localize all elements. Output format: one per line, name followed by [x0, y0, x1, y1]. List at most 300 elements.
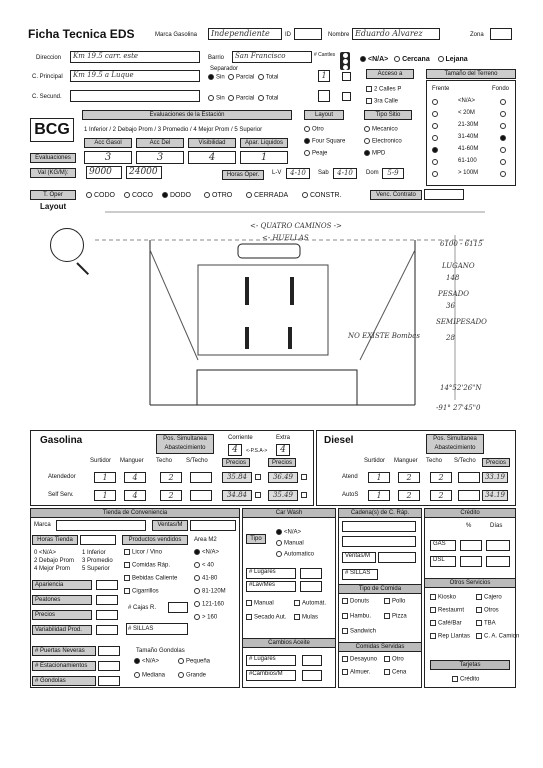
cadena-field-2[interactable]: [342, 536, 416, 547]
layout-option[interactable]: [304, 126, 324, 133]
radio-area-1[interactable]: [194, 562, 200, 568]
radio-area-4[interactable]: [194, 601, 200, 607]
horas-oper-label: Horas Oper.: [222, 170, 264, 180]
radio-oper-0[interactable]: [86, 192, 92, 198]
carwash-check[interactable]: [294, 614, 300, 620]
radio-carwash-0[interactable]: [276, 529, 282, 535]
radio-fondo-4[interactable]: [500, 147, 506, 153]
layout-note: SEMIPESADO: [436, 318, 487, 326]
product-label: Bebidas Caliente: [132, 575, 178, 582]
sab-field[interactable]: 4-10: [333, 168, 357, 179]
tienda-count-field[interactable]: [98, 661, 120, 671]
layout-note: 28: [446, 334, 455, 342]
area-option[interactable]: [194, 575, 217, 582]
sillas-field[interactable]: [126, 623, 188, 635]
gondola-option[interactable]: [134, 672, 165, 679]
radio-layout-1[interactable]: [304, 138, 310, 144]
dsl-value-field[interactable]: 1: [368, 490, 390, 501]
venc-contrato-label: Venc. Contrato: [370, 190, 422, 200]
radio-total-principal[interactable]: [258, 74, 264, 80]
tienda-row-field[interactable]: [96, 595, 118, 605]
area-option[interactable]: [194, 588, 226, 595]
carwash-option-label: Manual: [284, 540, 304, 547]
servida-option[interactable]: [342, 669, 370, 676]
frente-label: Frente: [432, 86, 450, 92]
cambios-field[interactable]: [302, 655, 322, 666]
gondola-label: Grande: [186, 672, 207, 679]
dom-field[interactable]: 5-9: [382, 168, 404, 179]
tipo-comida-header: Tipo de Comida: [338, 584, 422, 594]
cambios-header: Cambios Aceite: [242, 638, 336, 648]
principal-separador-options[interactable]: [208, 74, 278, 81]
product-check[interactable]: [124, 549, 130, 555]
product-option[interactable]: [124, 588, 159, 595]
tienda-row-field[interactable]: [96, 625, 118, 635]
radio-fondo-1[interactable]: [500, 111, 506, 117]
radio-lejana[interactable]: [438, 56, 444, 62]
radio-area-0[interactable]: [194, 549, 200, 555]
gas-price-check[interactable]: [301, 474, 307, 480]
cantles-check-2[interactable]: [342, 92, 351, 101]
radio-fondo-3[interactable]: [500, 135, 506, 141]
eval-value-field[interactable]: 1: [240, 151, 288, 164]
carwash-check-option[interactable]: [294, 600, 326, 607]
radio-na-proximity[interactable]: [360, 56, 366, 62]
gas-price-field[interactable]: 34.84: [222, 490, 252, 501]
comida-label: Pizza: [392, 613, 407, 620]
id-field[interactable]: [294, 28, 322, 40]
radio-sitio-0[interactable]: [364, 126, 370, 132]
gas-value-field[interactable]: 1: [94, 472, 116, 483]
tienda-scale-label: 2 Debajo Prom: [34, 558, 75, 564]
nombre-field[interactable]: Eduardo Alvarez: [352, 28, 440, 40]
gas-value-field[interactable]: 4: [124, 472, 146, 483]
carwash-check[interactable]: [246, 614, 252, 620]
extra-field[interactable]: 4: [276, 444, 290, 456]
na-label: <N/A>: [368, 56, 389, 63]
comida-check[interactable]: [384, 613, 390, 619]
product-label: Licor / Vino: [132, 549, 162, 556]
layout-note: LUGANO: [442, 262, 475, 270]
eval-col-header: Apar. Liquidos: [240, 138, 288, 148]
tienda-marca-field[interactable]: [56, 520, 146, 531]
layout-note: 36: [446, 302, 455, 310]
cambios-label: #Cambios/M: [246, 670, 296, 681]
carwash-count-field[interactable]: [300, 568, 322, 579]
layout-title: Layout: [40, 202, 67, 211]
radio-frente-6[interactable]: [432, 171, 438, 177]
credito-pct-field[interactable]: [460, 556, 482, 567]
radio-oper-2[interactable]: [162, 192, 168, 198]
radio-carwash-1[interactable]: [276, 540, 282, 546]
oper-option-label: COCO: [132, 192, 153, 199]
dsl-value-field[interactable]: 2: [398, 490, 420, 501]
comidas-servidas-header: Comidas Servidas: [338, 642, 422, 652]
carwash-check[interactable]: [246, 600, 252, 606]
servida-check[interactable]: [384, 656, 390, 662]
horas-tienda-field[interactable]: [80, 535, 116, 545]
product-check[interactable]: [124, 575, 130, 581]
gondola-option[interactable]: [178, 672, 206, 679]
tercera-calle-label: 3ra Calle: [374, 98, 399, 105]
radio-carwash-2[interactable]: [276, 551, 282, 557]
carwash-check-option[interactable]: [294, 614, 318, 621]
proximity-options[interactable]: [360, 56, 468, 63]
layout-note: 6100 - 6115: [440, 240, 483, 248]
gas-price-field[interactable]: 35.84: [222, 472, 252, 483]
barrio-label: Barrio: [208, 55, 225, 61]
gas-value-field[interactable]: 1: [94, 490, 116, 501]
eval-col-header: Acc Del: [136, 138, 184, 148]
carwash-check-label: Automát.: [302, 600, 327, 607]
oper-option[interactable]: [246, 192, 288, 199]
dsl-value-field[interactable]: 2: [398, 472, 420, 483]
secund-cantles-field[interactable]: [318, 90, 330, 102]
area-option[interactable]: [194, 601, 224, 608]
gas-value-field[interactable]: 2: [160, 472, 182, 483]
radio-sin-secund[interactable]: [208, 95, 214, 101]
corriente-field[interactable]: 4: [228, 444, 242, 456]
cadena-ventas-label: Ventas/M: [342, 552, 376, 563]
radio-gondola-1[interactable]: [178, 658, 184, 664]
layout-option-label: Peaje: [312, 150, 328, 157]
radio-frente-1[interactable]: [432, 111, 438, 117]
carwash-check[interactable]: [294, 600, 300, 606]
dsl-value-field[interactable]: 2: [430, 472, 452, 483]
servicio-option[interactable]: [476, 607, 499, 614]
tienda-count-field[interactable]: [98, 646, 120, 656]
comida-check[interactable]: [342, 628, 348, 634]
comida-check[interactable]: [384, 598, 390, 604]
sab-label: Sab: [318, 170, 329, 176]
servida-option[interactable]: [384, 656, 404, 663]
eval-col-header: Visibilidad: [188, 138, 236, 148]
eval-col-header: Acc Gasol: [84, 138, 132, 148]
sitio-option[interactable]: [364, 126, 398, 133]
area-option[interactable]: [194, 549, 219, 556]
cadena-field-1[interactable]: [342, 521, 416, 532]
val-field-2[interactable]: 24000: [126, 166, 162, 179]
gas-value-field[interactable]: 4: [124, 490, 146, 501]
lv-field[interactable]: 4-10: [286, 168, 310, 179]
radio-sitio-2[interactable]: [364, 150, 370, 156]
servicio-label: Café/Bar: [438, 620, 462, 627]
radio-fondo-0[interactable]: [500, 99, 506, 105]
servida-check[interactable]: [342, 656, 348, 662]
horas-tienda-label: Horas Tienda: [32, 535, 78, 545]
size-label: 41-60M: [458, 146, 479, 152]
oper-option-label: CONSTR.: [310, 192, 342, 199]
servida-option[interactable]: [342, 656, 377, 663]
product-check[interactable]: [124, 588, 130, 594]
radio-sin-principal[interactable]: [208, 74, 214, 80]
servicio-option[interactable]: [476, 594, 502, 601]
val-field-1[interactable]: 9000: [86, 166, 122, 179]
radio-frente-2[interactable]: [432, 123, 438, 129]
carwash-tipo-label: Tipo: [246, 534, 266, 544]
oper-option-label: CODO: [94, 192, 115, 199]
area-option[interactable]: [194, 562, 214, 569]
oper-option[interactable]: [86, 192, 115, 199]
servicio-option[interactable]: [430, 607, 464, 614]
radio-oper-3[interactable]: [204, 192, 210, 198]
sin-label: Sin: [216, 74, 225, 81]
eval-value-field[interactable]: 3: [84, 151, 132, 164]
radio-layout-2[interactable]: [304, 150, 310, 156]
page-title: Ficha Tecnica EDS: [28, 27, 135, 41]
servicio-option[interactable]: [430, 620, 462, 627]
credito-dias-field[interactable]: [486, 540, 510, 551]
gas-precios-header-2: Precios: [268, 458, 296, 467]
dsl-value-field[interactable]: 1: [368, 472, 390, 483]
tercera-calle-option[interactable]: [366, 98, 398, 105]
comida-option[interactable]: [342, 628, 376, 635]
carwash-option[interactable]: [276, 529, 301, 536]
principal-field[interactable]: Km 19.5 a Luque: [70, 70, 200, 82]
area-option[interactable]: [194, 614, 217, 621]
calles-p-check[interactable]: [366, 86, 372, 92]
size-label: 31-40M: [458, 134, 479, 140]
servicio-check[interactable]: [430, 620, 436, 626]
gas-price-check[interactable]: [255, 474, 261, 480]
servicio-check[interactable]: [430, 594, 436, 600]
carwash-count-label: # Lugares: [246, 568, 296, 579]
cantles-field[interactable]: 1: [318, 70, 330, 82]
diesel-title: Diesel: [324, 435, 354, 446]
venc-contrato-field[interactable]: [424, 189, 464, 200]
radio-gondola-2[interactable]: [134, 672, 140, 678]
radio-fondo-6[interactable]: [500, 171, 506, 177]
t-oper-label: T. Oper: [30, 190, 76, 200]
tienda-scale-label: 1 Inferior: [82, 550, 106, 556]
gondola-label: Mediana: [142, 672, 166, 679]
cadena-ventas-field[interactable]: [378, 552, 416, 563]
acceso-header: Acceso a: [366, 69, 414, 79]
radio-oper-4[interactable]: [246, 192, 252, 198]
calles-p-label: 2 Calles P: [374, 86, 402, 93]
servicio-label: TBA: [484, 620, 496, 627]
gondolas-size-label: Tamaño Gondolas: [136, 648, 185, 654]
dsl-value-field[interactable]: [458, 490, 480, 501]
tienda-count-label: # Puertas Neveras: [32, 646, 96, 656]
comida-option[interactable]: [384, 598, 405, 605]
tienda-row-label: Precios: [32, 610, 92, 620]
dsl-value-field[interactable]: 2: [430, 490, 452, 501]
radio-frente-4[interactable]: [432, 147, 438, 153]
servida-option[interactable]: [384, 669, 406, 676]
oper-option[interactable]: [162, 192, 191, 199]
oper-option[interactable]: [124, 192, 153, 199]
cadena-sillas-label: # SILLAS: [342, 569, 378, 580]
lv-label: L-V: [272, 170, 282, 176]
servicio-option[interactable]: [476, 633, 519, 640]
product-label: Comidas Ráp.: [132, 562, 171, 569]
tienda-count-label: # Estacionamientos: [32, 661, 96, 671]
credito-option[interactable]: [452, 676, 479, 683]
radio-fondo-2[interactable]: [500, 123, 506, 129]
secund-separador-options[interactable]: [208, 95, 278, 102]
servicio-check[interactable]: [430, 607, 436, 613]
eval-scale: 1 Inferior / 2 Debajo Prom / 3 Promedio / 4 Mejor Prom / 5 Superior: [84, 127, 263, 133]
zona-label: Zona: [470, 32, 484, 38]
tienda-row-label: Apariencia: [32, 580, 92, 590]
cercana-label: Cercana: [402, 56, 430, 63]
gasolina-pos-header: Pos. Simultanea Abastecimiento: [156, 434, 214, 454]
traffic-light-icon: [340, 52, 350, 70]
radio-oper-5[interactable]: [302, 192, 308, 198]
credito-dias-field[interactable]: [486, 556, 510, 567]
gas-value-field[interactable]: [190, 472, 212, 483]
barrio-field[interactable]: San Francisco: [232, 51, 312, 63]
calles-p-option[interactable]: [366, 86, 401, 93]
eval-value-field[interactable]: 4: [188, 151, 236, 164]
direccion-label: Direccion: [36, 55, 62, 61]
corriente-label: Corriente: [228, 435, 253, 441]
product-option[interactable]: [124, 562, 170, 569]
radio-total-secund[interactable]: [258, 95, 264, 101]
servida-label: Otro: [392, 656, 404, 663]
sitio-option[interactable]: [364, 150, 385, 157]
servicio-check[interactable]: [430, 633, 436, 639]
gas-value-field[interactable]: [190, 490, 212, 501]
tienda-ventas-field[interactable]: [190, 520, 236, 531]
gas-price-check[interactable]: [255, 492, 261, 498]
servicio-option[interactable]: [476, 620, 496, 627]
radio-gondola-3[interactable]: [178, 672, 184, 678]
layout-option[interactable]: [304, 150, 327, 157]
area-label-opt: < 40: [202, 562, 214, 569]
comida-check[interactable]: [342, 613, 348, 619]
servicio-option[interactable]: [430, 633, 470, 640]
servida-check[interactable]: [342, 669, 348, 675]
direccion-field[interactable]: Km 19.5 carr. este: [70, 51, 200, 63]
carwash-check-option[interactable]: [246, 614, 286, 621]
credito-check[interactable]: [452, 676, 458, 682]
radio-sitio-1[interactable]: [364, 138, 370, 144]
radio-parcial-principal[interactable]: [228, 74, 234, 80]
tienda-scale-label: 0 <N/A>: [34, 550, 57, 556]
gas-col-header: Techo: [156, 458, 173, 464]
servicio-check[interactable]: [476, 633, 482, 639]
layout-note: <- HUELLAS: [262, 234, 309, 242]
cantles-check-1[interactable]: [342, 72, 351, 81]
radio-gondola-0[interactable]: [134, 658, 140, 664]
dsl-value-field[interactable]: [458, 472, 480, 483]
zona-field[interactable]: [490, 28, 512, 40]
credito-row-label: DSL: [430, 556, 456, 567]
cambios-label: # Lugares: [246, 655, 296, 666]
id-label: ID: [285, 32, 291, 38]
comida-option[interactable]: [342, 598, 369, 605]
radio-area-2[interactable]: [194, 575, 200, 581]
carwash-count-field[interactable]: [300, 581, 322, 592]
tienda-marca-label: Marca: [34, 522, 51, 528]
gasolina-title: Gasolina: [40, 435, 83, 446]
oper-option[interactable]: [204, 192, 232, 199]
gondola-option[interactable]: [178, 658, 210, 665]
radio-frente-0[interactable]: [432, 99, 438, 105]
tienda-row-field[interactable]: [96, 610, 118, 620]
dsl-price-field[interactable]: 34.19: [482, 490, 508, 501]
cantles-label: # Cantles: [314, 52, 336, 58]
tienda-count-field[interactable]: [98, 676, 120, 686]
sitio-option[interactable]: [364, 138, 402, 145]
comida-label: Pollo: [392, 598, 406, 605]
carwash-option[interactable]: [276, 551, 314, 558]
marca-field[interactable]: Independiente: [208, 28, 282, 40]
servicio-check[interactable]: [476, 594, 482, 600]
area-label-opt: 81-120M: [202, 588, 226, 595]
tarjetas-header: Tarjetas: [430, 660, 510, 670]
radio-cercana[interactable]: [394, 56, 400, 62]
comida-option[interactable]: [342, 613, 371, 620]
radio-parcial-secund[interactable]: [228, 95, 234, 101]
tienda-scale-label: 3 Promedio: [82, 558, 113, 564]
product-check[interactable]: [124, 562, 130, 568]
carwash-option[interactable]: [276, 540, 304, 547]
layout-note: PESADO: [438, 290, 470, 298]
radio-area-3[interactable]: [194, 588, 200, 594]
size-label: 21-30M: [458, 122, 479, 128]
layout-option[interactable]: [304, 138, 345, 145]
product-label: Cigarrillos: [132, 588, 159, 595]
tienda-row-field[interactable]: [96, 580, 118, 590]
radio-area-5[interactable]: [194, 614, 200, 620]
servicio-option[interactable]: [430, 594, 456, 601]
gondola-option[interactable]: [134, 658, 159, 665]
servicio-check[interactable]: [476, 620, 482, 626]
comida-check[interactable]: [342, 598, 348, 604]
oper-option-label: CERRADA: [254, 192, 289, 199]
carwash-check-option[interactable]: [246, 600, 274, 607]
gas-price-field[interactable]: 36.49: [268, 472, 298, 483]
cajas-label: # Cajas R.: [128, 605, 157, 611]
carwash-option-label: Automatico: [284, 551, 315, 558]
eval-value-field[interactable]: 3: [136, 151, 184, 164]
nombre-label: Nombre: [328, 32, 350, 38]
radio-fondo-5[interactable]: [500, 159, 506, 165]
radio-frente-3[interactable]: [432, 135, 438, 141]
evaluaciones-header: Evaluaciones de la Estación: [82, 110, 292, 120]
oper-option[interactable]: [302, 192, 342, 199]
credito-pct-label: %: [466, 523, 472, 529]
radio-oper-1[interactable]: [124, 192, 130, 198]
cajas-field[interactable]: [168, 602, 188, 613]
secund-field[interactable]: [70, 90, 200, 102]
layout-option-label: Four Square: [312, 138, 346, 145]
gas-value-field[interactable]: 2: [160, 490, 182, 501]
gas-price-field[interactable]: 35.49: [268, 490, 298, 501]
gas-price-check[interactable]: [301, 492, 307, 498]
tercera-calle-check[interactable]: [366, 98, 372, 104]
cambios-field[interactable]: [302, 670, 322, 681]
product-option[interactable]: [124, 575, 177, 582]
radio-layout-0[interactable]: [304, 126, 310, 132]
total-label-2: Total: [265, 95, 279, 102]
magnifier-handle: [76, 262, 89, 275]
dsl-price-field[interactable]: 33.19: [482, 472, 508, 483]
extra-label: Extra: [276, 435, 291, 441]
dsl-row-label: AutoS: [342, 492, 359, 498]
oper-option-label: OTRO: [212, 192, 233, 199]
radio-frente-5[interactable]: [432, 159, 438, 165]
comida-option[interactable]: [384, 613, 407, 620]
servida-check[interactable]: [384, 669, 390, 675]
credito-pct-field[interactable]: [460, 540, 482, 551]
product-option[interactable]: [124, 549, 162, 556]
cadenas-header: Cadena(s) de C. Ráp.: [338, 508, 422, 518]
servicio-check[interactable]: [476, 607, 482, 613]
